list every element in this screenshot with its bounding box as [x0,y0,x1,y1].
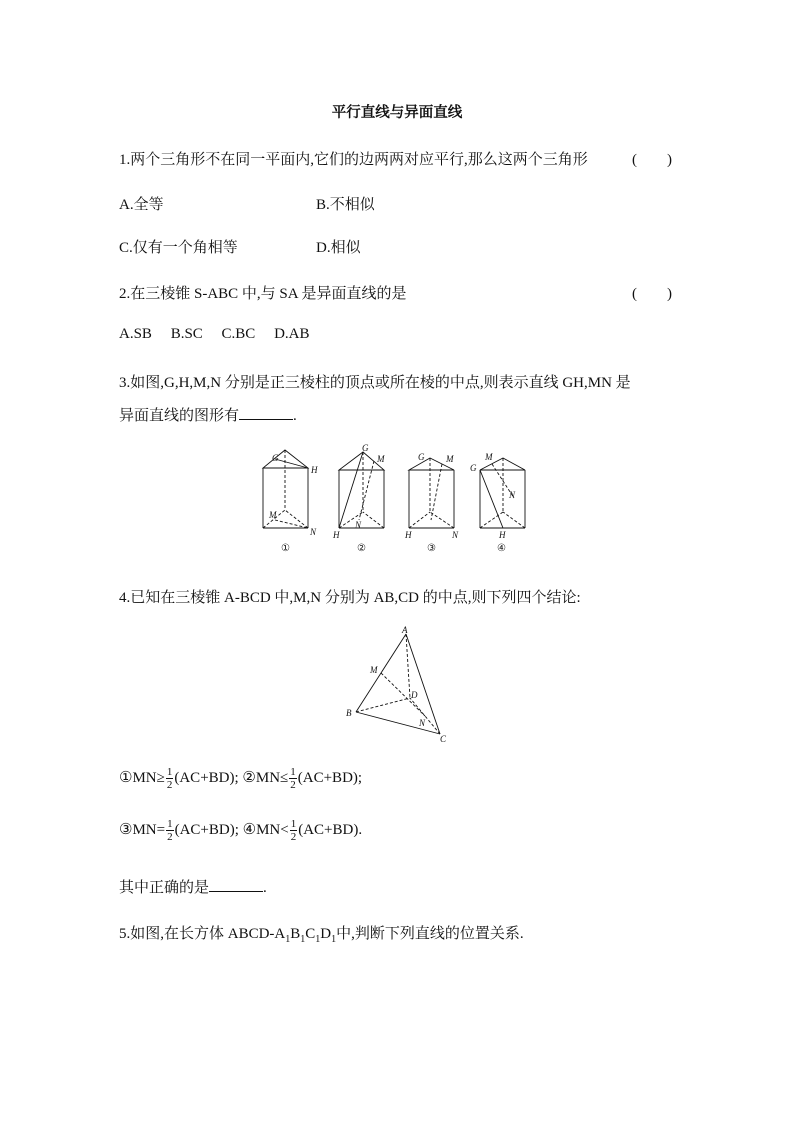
q1-option-c: C.仅有一个角相等 [119,240,238,256]
q5-stem [119,922,524,945]
page-title: 平行直线与异面直线 [331,105,463,121]
q5-sub-4: 1 [331,934,337,945]
q4-label-c: C [440,734,447,744]
fig3-label-h: H [405,530,412,540]
fig4-label-n: N [509,490,516,500]
frac-num: 1 [290,818,297,830]
fraction [166,818,174,843]
frac-num: 1 [166,766,173,778]
fig1-label-n: N [310,527,317,537]
q4-option2-pre: ②MN≤ [242,769,289,786]
q4-option4-pre: ④MN< [242,821,289,838]
q1-answer-paren: ( ) [632,152,672,168]
frac-den: 2 [167,831,173,843]
q1-stem: 1.两个三角形不在同一平面内,它们的边两两对应平行,那么这两个三角形 [119,152,588,168]
q1-option-b: B.不相似 [316,197,375,213]
q5-sub-1: 1 [285,934,291,945]
q2-option-c: C.BC [221,326,256,342]
fig4-label-h: H [499,530,506,540]
q2-option-b: B.SC [170,326,203,342]
fig2-label-n: N [355,520,362,530]
q5-stem-pre: 5.如图,在长方体 ABCD-A [119,926,286,942]
q3-figure-3 [409,458,454,528]
fig2-label-m: M [377,454,385,464]
q4-option1 [119,766,242,791]
q4-option3 [119,818,243,843]
q2-option-d: D.AB [274,326,310,342]
fig4-label-m: M [485,452,493,462]
q4-option3-post: (AC+BD); [174,821,239,838]
q4-conclusion [119,876,267,897]
q4-option1-pre: ①MN≥ [119,769,165,786]
q2-options [119,326,309,343]
q4-conclusion-text: 其中正确的是 [119,880,210,896]
fraction [289,766,297,791]
frac-num: 1 [167,818,173,830]
q2-option-a: A.SB [119,326,152,342]
fig2-caption: ② [357,543,366,554]
q5-letter-b: B [290,926,301,942]
fig3-caption: ③ [427,543,436,554]
q4-option3-pre: ③MN= [119,821,166,838]
q5-letter-c: C [305,926,316,942]
q4-option2-post: (AC+BD); [297,769,363,786]
q4-options-row2 [119,818,362,843]
q3-figure-4 [480,458,525,528]
q4-option4-post: (AC+BD). [298,821,363,838]
q3-stem-text: 异面直线的图形有 [119,408,240,424]
q4-label-n: N [419,718,426,728]
q4-option4 [242,818,363,843]
q5-sub-2: 1 [300,934,306,945]
q2-stem: 2.在三棱锥 S-ABC 中,与 SA 是异面直线的是 [119,286,407,302]
q2-answer-paren: ( ) [632,286,672,302]
q4-answer-blank[interactable] [209,877,263,892]
fig1-label-m: M [269,510,277,520]
fig2-label-g: G [362,443,369,453]
fig4-caption: ④ [497,543,506,554]
q5-sub-3: 1 [315,934,321,945]
q4-conclusion-end: . [263,880,267,896]
q4-option2 [242,766,363,791]
fig3-label-n: N [452,530,459,540]
frac-num: 1 [290,766,296,778]
q4-tetrahedron-figure [340,622,460,744]
q4-stem: 4.已知在三棱锥 A-BCD 中,M,N 分别为 AB,CD 的中点,则下列四个结论: [119,590,581,606]
q1-option-a: A.全等 [119,197,164,213]
q4-label-b: B [346,708,352,718]
fig1-label-h: H [311,465,318,475]
q5-letter-d: D [320,926,332,942]
fig3-label-m: M [446,454,454,464]
fraction [290,818,298,843]
q1-option-d: D.相似 [316,240,361,256]
fig1-label-g: G [272,453,279,463]
q3-stem-line2 [119,404,297,425]
q3-answer-blank[interactable] [239,405,293,420]
q4-label-d: D [411,690,418,700]
frac-den: 2 [290,779,296,791]
q5-stem-post: 中,判断下列直线的位置关系. [336,926,524,942]
fig2-label-h: H [333,530,340,540]
q3-stem-end: . [293,408,297,424]
q4-label-m: M [370,665,378,675]
fig3-label-g: G [418,452,425,462]
frac-den: 2 [290,831,297,843]
fraction [166,766,174,791]
fig4-label-g: G [470,463,477,473]
q3-stem-line1: 3.如图,G,H,M,N 分别是正三棱柱的顶点或所在棱的中点,则表示直线 GH,MN 是 [119,375,631,391]
q4-options-row1 [119,766,362,791]
q4-label-a: A [402,625,408,635]
frac-den: 2 [166,779,173,791]
q4-option1-post: (AC+BD); [174,769,239,786]
q3-prism-figures [255,440,545,562]
fig1-caption: ① [281,543,290,554]
